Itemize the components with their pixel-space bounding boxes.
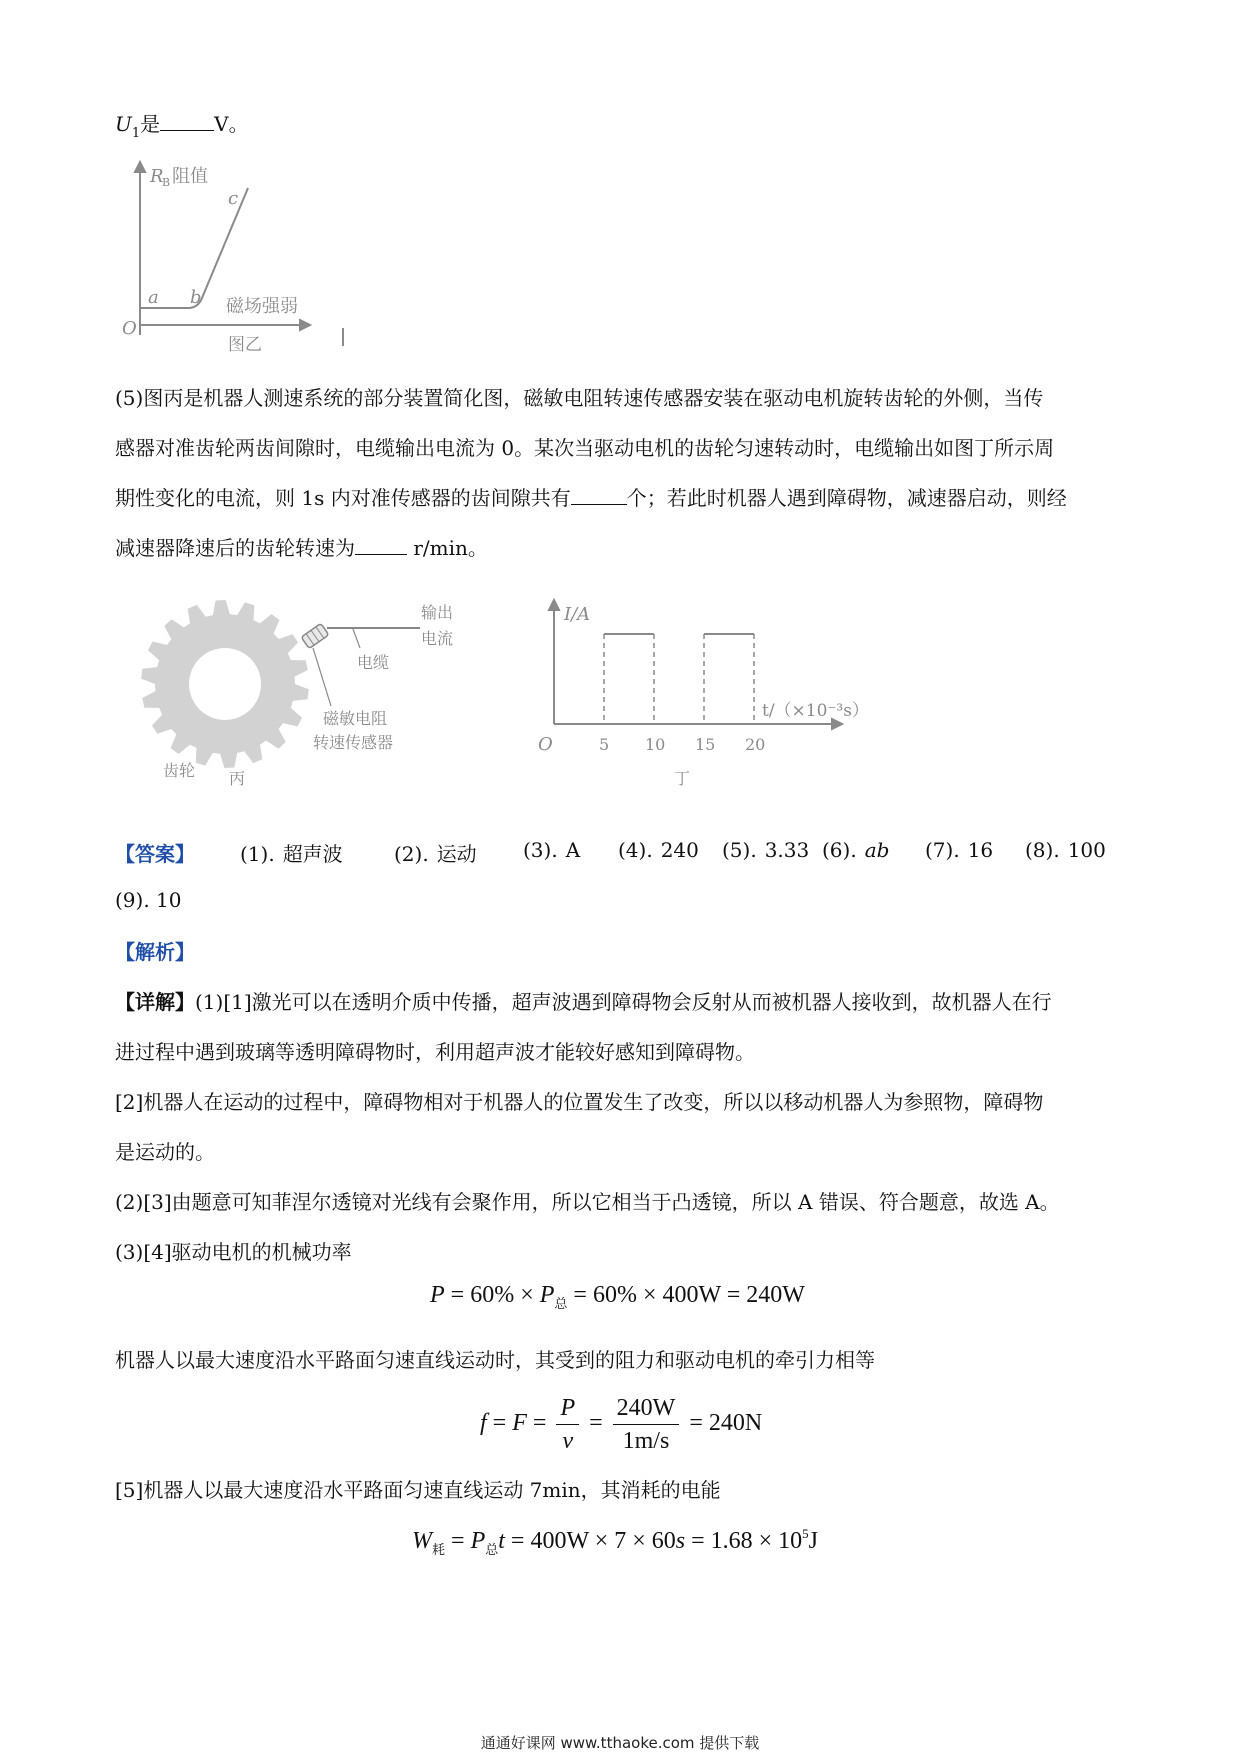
analysis-p2-line1: [2]机器人在运动的过程中，障碍物相对于机器人的位置发生了改变，所以以移动机器人为参照物，障碍物 <box>115 1090 1044 1114</box>
answer-item-value: 240 <box>660 838 699 862</box>
f3-mid: = 400W × 7 × 60 <box>504 1528 676 1554</box>
f3-psub: 总 <box>485 1542 499 1557</box>
answer-item <box>523 838 580 862</box>
u-subscript: 1 <box>131 126 141 141</box>
q5-line-4-before: 减速器降速后的齿轮转速为 <box>115 536 355 560</box>
formula-force <box>480 1392 762 1457</box>
graph-yi-caption: 图乙 <box>228 335 262 355</box>
u-var: U <box>115 112 132 136</box>
answer-item-number: (8). <box>1025 838 1060 862</box>
detail-label: 【详解】 <box>115 990 195 1014</box>
f2-num1: P <box>556 1392 579 1425</box>
label-output-2: 电流 <box>421 629 454 648</box>
f2-num2: 240W <box>613 1392 680 1425</box>
graph-yi-y-label: R <box>150 166 164 187</box>
figure-bing <box>135 588 475 793</box>
answer-item-9: (9). 10 <box>115 888 182 912</box>
chart-x-label: t/（×10⁻³s） <box>762 701 869 721</box>
analysis-p2-line2: 是运动的。 <box>115 1140 215 1164</box>
f3-t: t <box>498 1528 505 1554</box>
formula-power <box>430 1282 805 1312</box>
f2-den2: 1m/s <box>622 1428 670 1454</box>
top-line <box>115 108 249 141</box>
f2-den1: v <box>562 1428 574 1454</box>
x-tick-label: 10 <box>645 735 666 754</box>
chart-ding <box>530 598 930 788</box>
f2-eq1: = <box>486 1410 513 1437</box>
f2-eq2: = <box>526 1410 553 1437</box>
answer-item-number: (2). <box>394 842 429 866</box>
label-sensor-2: 转速传感器 <box>313 733 394 752</box>
graph-yi-y-arrow <box>135 162 145 172</box>
answer-item-value: 100 <box>1067 838 1106 862</box>
f3-right: = 1.68 × 10 <box>685 1528 803 1554</box>
f3-wsub: 耗 <box>432 1542 446 1557</box>
analysis-p1-line1 <box>115 986 1052 1015</box>
answer-blank <box>160 112 214 131</box>
answer-item-number: (5). <box>722 838 757 862</box>
graph-yi-x-label: 磁场强弱 <box>226 296 298 317</box>
graph-yi-point-c: c <box>228 188 239 209</box>
sensor-icon <box>301 623 329 648</box>
chart-caption: 丁 <box>674 769 691 788</box>
label-output-1: 输出 <box>421 603 454 622</box>
answer-item-number: (7). <box>925 838 960 862</box>
chart-origin: O <box>538 734 553 755</box>
chart-y-arrow <box>549 600 559 610</box>
answer-item <box>822 838 889 862</box>
chart-y-label: I/A <box>564 604 591 625</box>
answer-item <box>240 838 343 867</box>
f1-right: = 60% × 400W = 240W <box>567 1282 805 1308</box>
analysis-label: 【解析】 <box>115 940 195 964</box>
gear-hole <box>189 648 261 720</box>
answer-item-value: 超声波 <box>282 842 343 866</box>
f2-frac1 <box>556 1392 579 1457</box>
page-footer: 通通好课网 www.tthaoke.com 提供下载 <box>480 1734 760 1752</box>
label-cable: 电缆 <box>357 653 390 672</box>
x-tick-label: 5 <box>599 735 610 754</box>
graph-yi-y-sub: B <box>162 176 171 189</box>
f2-F: F <box>512 1410 527 1437</box>
q5-line-2: 感器对准齿轮两齿间隙时，电缆输出电流为 0。某次当驱动电机的齿轮匀速转动时，电缆输出如图丁所示周 <box>115 436 1055 460</box>
analysis-p1-line2: 进过程中遇到玻璃等透明障碍物时，利用超声波才能较好感知到障碍物。 <box>115 1040 755 1064</box>
f1-sub: 总 <box>554 1296 568 1311</box>
label-gear: 齿轮 <box>163 761 196 780</box>
x-tick-label: 15 <box>695 735 716 754</box>
label-sensor-1: 磁敏电阻 <box>323 709 388 728</box>
graph-yi-origin: O <box>122 318 137 339</box>
analysis-p3: (2)[3]由题意可知菲涅尔透镜对光线有会聚作用，所以它相当于凸透镜，所以 A 错误、符合题意，故选 A。 <box>115 1190 1060 1214</box>
q5-line-4-after: r/min。 <box>407 536 488 560</box>
analysis-p1-rest: (1)[1]激光可以在透明介质中传播，超声波遇到障碍物会反射从而被机器人接收到，故机器人在行 <box>195 990 1052 1014</box>
answer-item-value: 16 <box>967 838 994 862</box>
q5-line-3 <box>115 482 1067 511</box>
q5-line-3-after: 个；若此时机器人遇到障碍物，减速器启动，则经 <box>626 486 1067 510</box>
analysis-p6: [5]机器人以最大速度沿水平路面匀速直线运动 7min，其消耗的电能 <box>115 1478 721 1502</box>
q5-line-3-before: 期性变化的电流，则 1s 内对准传感器的齿间隙共有 <box>115 486 571 510</box>
cable-pointer <box>353 629 360 648</box>
answer-blank <box>355 536 407 555</box>
f3-s: s <box>675 1528 686 1554</box>
q5-line-1: (5)图丙是机器人测速系统的部分装置简化图，磁敏电阻转速传感器安装在驱动电机旋转齿轮的外侧，当传 <box>115 386 1044 410</box>
answer-item-value: 运动 <box>436 842 477 866</box>
f3-sup: 5 <box>802 1526 809 1541</box>
figure-bing-caption: 丙 <box>229 769 246 788</box>
f1-p: P <box>539 1282 555 1308</box>
graph-yi-point-a: a <box>148 287 159 308</box>
answer-item-number: (3). <box>523 838 558 862</box>
answer-item-number: (4). <box>618 838 653 862</box>
answer-item <box>618 838 699 862</box>
analysis-p4: (3)[4]驱动电机的机械功率 <box>115 1240 352 1264</box>
top-line-text: 是 <box>140 112 161 136</box>
f2-eq3: = <box>583 1410 609 1437</box>
graph-yi-y-suffix: 阻值 <box>172 166 208 187</box>
x-tick-label: 20 <box>745 735 766 754</box>
top-line-unit: V。 <box>214 112 249 136</box>
answer-item-value: A <box>565 838 581 862</box>
answer-item <box>394 838 477 867</box>
graph-yi <box>110 160 370 360</box>
f3-P: P <box>470 1528 486 1554</box>
f1-mid: = 60% × <box>444 1282 540 1308</box>
answer-item-number: (6). <box>822 838 857 862</box>
q5-line-4 <box>115 532 488 561</box>
answer-label: 【答案】 <box>115 842 195 866</box>
answer-item <box>722 838 809 862</box>
answer-item-value: ab <box>864 838 890 862</box>
answer-item <box>925 838 993 862</box>
f2-frac2 <box>613 1392 680 1457</box>
sensor-pointer <box>313 648 331 706</box>
analysis-p5: 机器人以最大速度沿水平路面匀速直线运动时，其受到的阻力和驱动电机的牵引力相等 <box>115 1348 875 1372</box>
f3-W: W <box>412 1528 432 1554</box>
answer-blank <box>571 486 627 505</box>
f3-eq: = <box>445 1528 471 1554</box>
f2-f: f <box>480 1410 487 1437</box>
f2-right: = 240N <box>683 1410 763 1437</box>
graph-yi-x-arrow <box>300 320 310 330</box>
answer-item-value: 3.33 <box>764 838 810 862</box>
answer-item <box>1025 838 1106 862</box>
graph-yi-point-b: b <box>190 287 202 308</box>
answer-item-number: (1). <box>240 842 275 866</box>
formula-energy <box>412 1526 818 1558</box>
f3-unit: J <box>808 1528 819 1554</box>
f1-left: P <box>430 1282 445 1308</box>
